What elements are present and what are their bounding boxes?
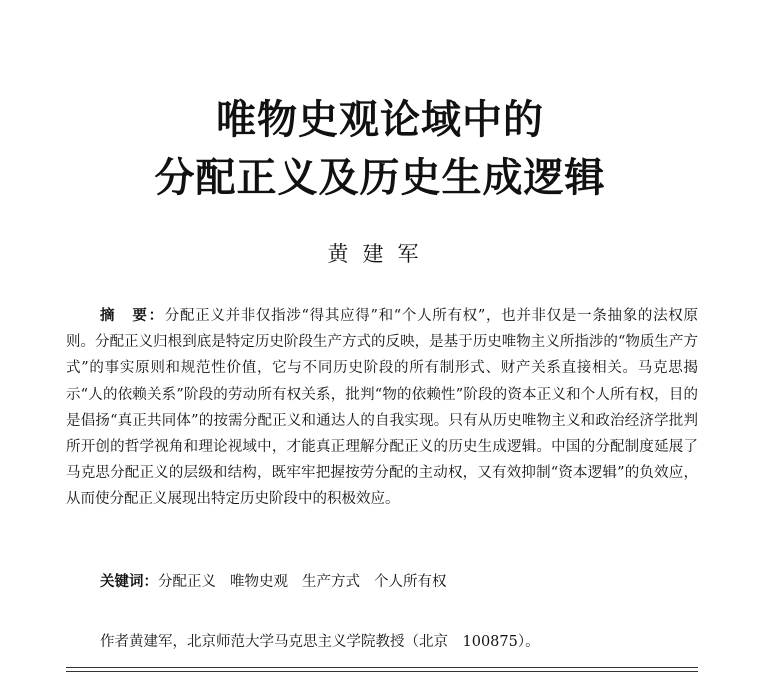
- keyword: 分配正义: [158, 574, 216, 590]
- title-line-2: 分配正义及历史生成逻辑: [154, 155, 606, 201]
- abstract-label: 摘 要：: [100, 308, 165, 324]
- title-line-1: 唯物史观论域中的: [216, 97, 544, 143]
- keywords: [100, 570, 700, 591]
- keyword: 个人所有权: [374, 574, 447, 590]
- keyword: 生产方式: [302, 574, 360, 590]
- abstract: [66, 303, 698, 513]
- divider: [66, 667, 698, 668]
- author-name: 黄建军: [327, 242, 433, 266]
- author-note: 作者黄建军，北京师范大学马克思主义学院教授（北京 100875）。: [100, 634, 540, 650]
- keywords-label: 关键词：: [100, 574, 158, 590]
- keyword: 唯物史观: [230, 574, 288, 590]
- divider: [66, 671, 698, 672]
- abstract-text: 分配正义并非仅指涉“得其应得”和“个人所有权”，也并非仅是一条抽象的法权原则。分配正义归根到底是特定历史阶段生产方式的反映，是基于历史唯物主义所指涉的“物质生产方式”的事实原则和规范性价值，它与不同历史阶段的所有制形式、财产关系直接相关。马克思揭示“人的依赖关系”阶段的劳动所有权关系，批判“物的依赖性”阶段的资本正义和个人所有权，目的是倡扬“真正共同体”的按需分配正义和通达人的自我实现。只有从历史唯物主义和政治经济学批判所开创的哲学视角和理论视域中，才能真正理解分配正义的历史生成逻辑。中国的分配制度延展了马克思分配正义的层级和结构，既牢牢把握按劳分配的主动权，又有效抑制“资本逻辑”的负效应，从而使分配正义展现出特定历史阶段中的积极效应。: [66, 308, 699, 508]
